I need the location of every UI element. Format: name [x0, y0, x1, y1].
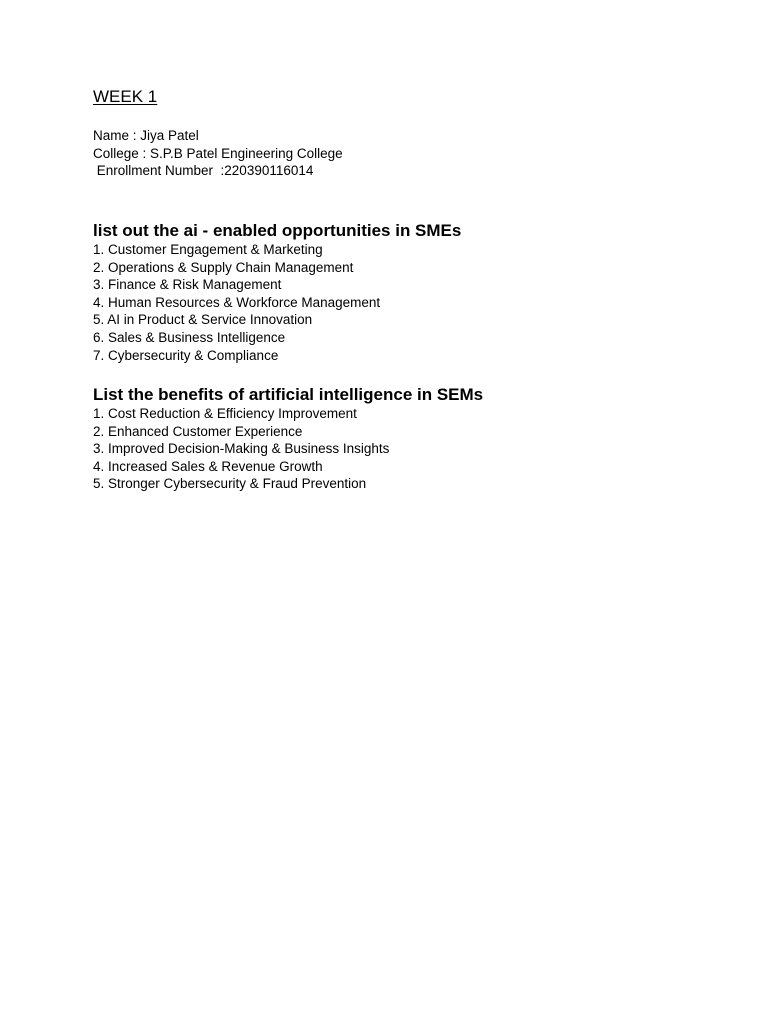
list-item: 3. Finance & Risk Management	[93, 277, 282, 293]
student-info	[93, 127, 343, 180]
list-item: 2. Enhanced Customer Experience	[93, 423, 303, 439]
list-item: 2. Operations & Supply Chain Management	[93, 259, 354, 275]
student-name: Name : Jiya Patel	[93, 128, 199, 143]
week-title: WEEK 1	[93, 87, 158, 106]
benefits-section	[93, 385, 483, 493]
list-item: 1. Cost Reduction & Efficiency Improvement	[93, 406, 357, 421]
list-item: 6. Sales & Business Intelligence	[93, 329, 286, 345]
opportunities-list	[93, 241, 461, 364]
list-item: 1. Customer Engagement & Marketing	[93, 242, 323, 257]
list-item: 4. Increased Sales & Revenue Growth	[93, 458, 323, 474]
list-item: 7. Cybersecurity & Compliance	[93, 347, 279, 363]
benefits-heading: List the benefits of artificial intelligence in SEMs	[93, 385, 484, 404]
college-name: College : S.P.B Patel Engineering College	[93, 145, 343, 161]
benefits-list	[93, 405, 483, 493]
list-item: 4. Human Resources & Workforce Management	[93, 294, 381, 310]
enrollment-number: Enrollment Number :220390116014	[93, 163, 314, 179]
opportunities-section	[93, 221, 461, 364]
list-item: 5. Stronger Cybersecurity & Fraud Prevention	[93, 476, 367, 492]
list-item: 3. Improved Decision-Making & Business Insights	[93, 441, 390, 457]
opportunities-heading: list out the ai - enabled opportunities in SMEs	[93, 221, 462, 240]
list-item: 5. AI in Product & Service Innovation	[93, 312, 313, 328]
